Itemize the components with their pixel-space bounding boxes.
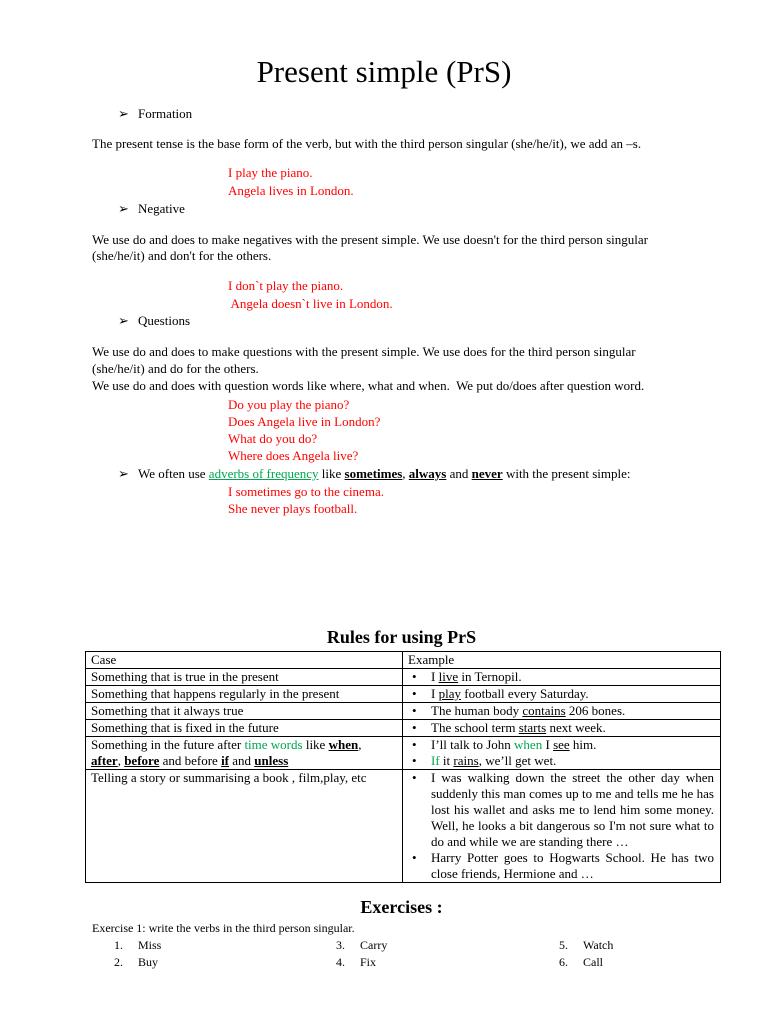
example-cell: • I play football every Saturday. bbox=[403, 686, 721, 703]
example-cell: • The human body contains 206 bones. bbox=[403, 703, 721, 720]
adverbs-example-2: She never plays football. bbox=[228, 501, 358, 516]
arrow-bullet-icon: ➢ bbox=[118, 466, 129, 481]
questions-heading: ➢ Questions bbox=[118, 313, 190, 328]
case-cell: Telling a story or summarising a book , film,play, etc bbox=[86, 770, 403, 883]
list-item: 1. Miss bbox=[114, 938, 162, 952]
page-title: Present simple (PrS) bbox=[256, 54, 512, 89]
list-item: 3. Carry bbox=[336, 938, 388, 952]
negative-example-2: Angela doesn`t live in London. bbox=[228, 296, 393, 311]
arrow-bullet-icon: ➢ bbox=[118, 313, 129, 328]
exercise-1-instruction: Exercise 1: write the verbs in the third person singular. bbox=[92, 921, 355, 935]
negative-text-2: (she/he/it) and don't for the others. bbox=[92, 248, 272, 263]
questions-text-1: We use do and does to make questions with the present simple. We use does for the third person singular bbox=[92, 344, 636, 359]
header-case: Case bbox=[86, 652, 403, 669]
table-row bbox=[86, 770, 721, 883]
case-cell: Something that happens regularly in the present bbox=[86, 686, 403, 703]
questions-example-2: Does Angela live in London? bbox=[228, 414, 381, 429]
exercises-title: Exercises : bbox=[360, 897, 443, 917]
table-row bbox=[86, 737, 721, 770]
table-row bbox=[86, 703, 721, 720]
rules-table bbox=[85, 651, 721, 883]
questions-text-2: (she/he/it) and do for the others. bbox=[92, 361, 259, 376]
formation-example-1: I play the piano. bbox=[228, 165, 313, 180]
questions-example-3: What do you do? bbox=[228, 431, 318, 446]
table-row bbox=[86, 720, 721, 737]
list-item: 5. Watch bbox=[559, 938, 614, 952]
example-cell: • I’ll talk to John when I see him. • If it rains, we’ll get wet. bbox=[403, 737, 721, 770]
list-item: 2. Buy bbox=[114, 955, 159, 969]
example-cell: • The school term starts next week. bbox=[403, 720, 721, 737]
rules-title: Rules for using PrS bbox=[326, 627, 477, 647]
example-cell: • I live in Ternopil. bbox=[403, 669, 721, 686]
questions-example-1: Do you play the piano? bbox=[228, 397, 350, 412]
adverbs-of-frequency-link[interactable]: adverbs of frequency bbox=[208, 466, 319, 481]
formation-heading: ➢ Formation bbox=[118, 106, 193, 121]
negative-text-1: We use do and does to make negatives with the present simple. We use doesn't for the third person singular bbox=[92, 232, 648, 247]
case-cell: Something that is true in the present bbox=[86, 669, 403, 686]
questions-example-4: Where does Angela live? bbox=[228, 448, 359, 463]
case-cell: Something in the future after time words like when, after, before and before if and unless bbox=[86, 737, 403, 770]
example-cell: • I was walking down the street the other day when suddenly this man comes up to me and tells me he has lost his wallet and asks me to lend him some money. Well, he looks a bit dangerous so I'm not sure what to do and while we are standing there … • Harry Potter goes to Hogwarts School. He has two close friends, Hermione and … bbox=[403, 770, 721, 883]
adverbs-example-1: I sometimes go to the cinema. bbox=[228, 484, 384, 499]
questions-text-3: We use do and does with question words like where, what and when. We put do/does after question word. bbox=[92, 378, 645, 393]
table-row bbox=[86, 686, 721, 703]
case-cell: Something that it always true bbox=[86, 703, 403, 720]
negative-example-1: I don`t play the piano. bbox=[228, 278, 344, 293]
list-item: 6. Call bbox=[559, 955, 603, 969]
negative-heading: ➢ Negative bbox=[118, 201, 185, 216]
table-row bbox=[86, 669, 721, 686]
table-header-row bbox=[86, 652, 721, 669]
list-item: 4. Fix bbox=[336, 955, 377, 969]
adverbs-line: ➢ We often use adverbs of frequency like sometimes, always and never with the present simple: bbox=[118, 466, 631, 481]
header-example: Example bbox=[403, 652, 721, 669]
arrow-bullet-icon: ➢ bbox=[118, 106, 129, 121]
formation-text: The present tense is the base form of the verb, but with the third person singular (she/he/it), we add an –s. bbox=[92, 136, 642, 151]
formation-example-2: Angela lives in London. bbox=[228, 183, 354, 198]
arrow-bullet-icon: ➢ bbox=[118, 201, 129, 216]
case-cell: Something that is fixed in the future bbox=[86, 720, 403, 737]
